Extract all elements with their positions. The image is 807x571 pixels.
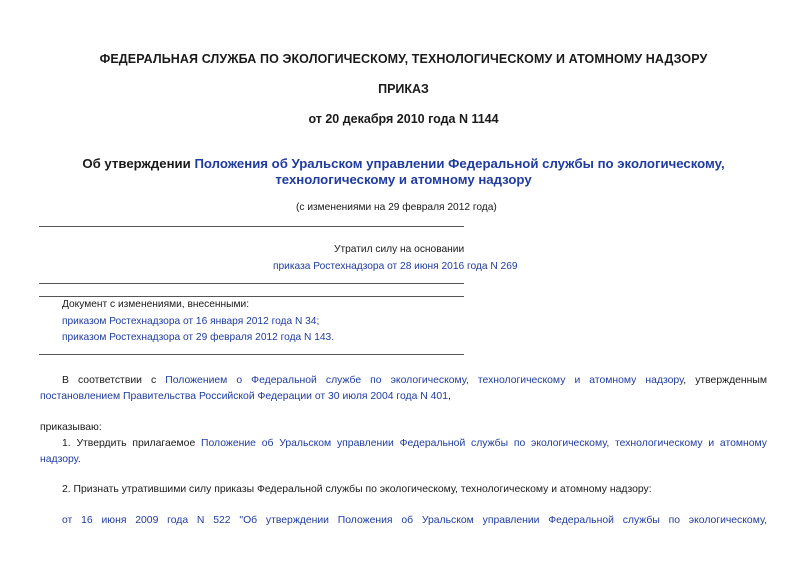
change-link-2[interactable]: приказом Ростехнадзора от 29 февраля 2012 года N 143. [62,332,335,343]
item1-start: 1. Утвердить прилагаемое [62,438,196,449]
doc-title-line1 [0,156,807,172]
item-2: 2. Признать утратившими силу приказы Федеральной службы по экологическому, технологическому и атомному надзору: [62,484,652,495]
orders-line: приказываю: [40,422,102,433]
item1-link[interactable]: Положение об Уральском управлении Федеральной службы по экологическому, технологическому и атомному [201,438,768,449]
item-1-line1 [62,438,767,449]
doc-title-link[interactable]: Положения об Уральском управлении Федеральной службы по экологическому, [194,156,725,171]
repeal-link[interactable]: приказа Ростехнадзора от 28 июня 2016 года N 269 [273,261,518,272]
item-1-line2 [40,454,81,465]
p1-end: , утвержденным [683,375,767,386]
doc-title-prefix: Об утверждении [82,156,195,171]
paragraph-1-line1 [62,375,767,386]
p1-link-decree[interactable]: постановлением Правительства Российской Федерации от 30 июля 2004 года N 401 [40,391,448,402]
change-link-1[interactable]: приказом Ростехнадзора от 16 января 2012 года N 34; [62,316,320,327]
amendment-note: (с изменениями на 29 февраля 2012 года) [296,202,497,213]
divider [39,354,464,355]
doc-title-line2-link[interactable]: технологическому и атомному надзору [275,172,532,187]
item1-link-cont[interactable]: надзору [40,454,78,465]
p1-line2-end: , [447,391,451,402]
changes-label: Документ с изменениями, внесенными: [62,299,250,310]
divider [39,283,464,284]
p1-start: В соответствии с [62,375,157,386]
item1-end: . [77,454,81,465]
agency-heading: ФЕДЕРАЛЬНАЯ СЛУЖБА ПО ЭКОЛОГИЧЕСКОМУ, ТЕХНОЛОГИЧЕСКОМУ И АТОМНОМУ НАДЗОРУ [99,52,708,66]
p1-link-regulation[interactable]: Положением о Федеральной службе по экологическому, технологическому и атомному надзору [165,375,684,386]
doc-date-number: от 20 декабря 2010 года N 1144 [308,112,499,126]
divider [39,296,464,297]
divider [39,226,464,227]
repeal-label: Утратил силу на основании [334,244,465,255]
item-2-sub-link[interactable]: от 16 июня 2009 года N 522 "Об утверждении Положения об Уральском управлении Федеральной службы по экологическому, [62,515,767,526]
doc-type-heading: ПРИКАЗ [378,82,429,96]
paragraph-1-line2 [40,391,451,402]
